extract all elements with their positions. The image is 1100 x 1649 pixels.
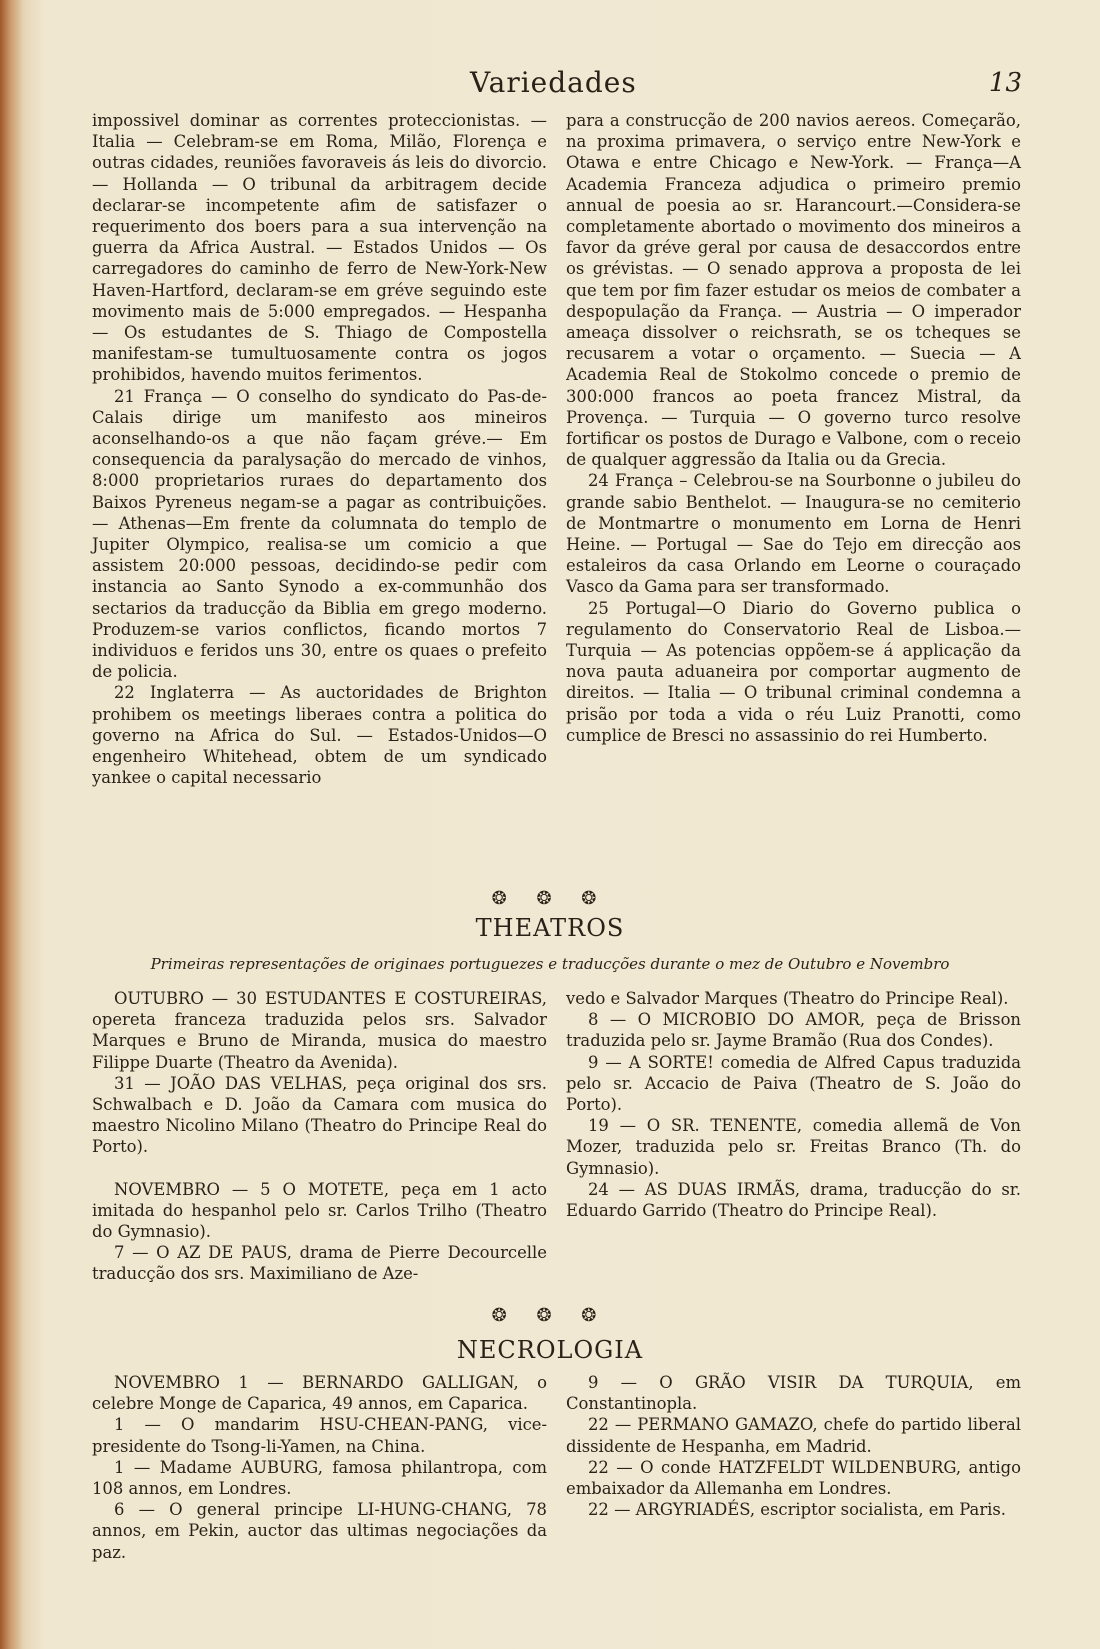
- theatros-entry: 31 — JOÃO DAS VELHAS, peça original dos srs. Schwalbach e D. João da Camara com musica do maestro Nicolino Milano (Theatro do Principe Real do Porto).: [92, 1073, 547, 1157]
- necrologia-title: NECROLOGIA: [456, 1336, 644, 1364]
- section-ornament: ❂ ❂ ❂: [491, 888, 609, 909]
- news-column-right: [566, 110, 1021, 746]
- news-paragraph: impossivel dominar as correntes proteccionistas. — Italia — Celebram-se em Roma, Milão, Florença e outras cidades, reuniões favoraveis ás leis do divorcio. — Hollanda — O tribunal da arbitragem decide declarar-se incompetente afim de satisfazer o requerimento dos boers para a sua intervenção na guerra da Africa Austral. — Estados Unidos — Os carregadores do caminho de ferro de New-York-New Haven-Hartford, declaram-se em gréve seguindo este movimento mais de 5:000 empregados. — Hespanha — Os estudantes de S. Thiago de Compostella manifestam-se tumultuosamente contra os jogos prohibidos, havendo muitos ferimentos.: [92, 111, 547, 385]
- theatros-entry: NOVEMBRO — 5 O MOTETE, peça em 1 acto imitada do hespanhol pelo sr. Carlos Trilho (Theatro do Gymnasio).: [92, 1179, 547, 1242]
- news-paragraph: 22 Inglaterra — As auctoridades de Brighton prohibem os meetings liberaes contra a politica do governo na Africa do Sul. — Estados-Unidos—O engenheiro Whitehead, obtem de um syndicado yankee o capital necessario: [92, 683, 547, 788]
- necrologia-column-left: [92, 1372, 547, 1563]
- page-number: 13: [988, 68, 1022, 98]
- running-title: Variedades: [470, 66, 637, 99]
- news-paragraph: 24 França – Celebrou-se na Sourbonne o jubileu do grande sabio Benthelot. — Inaugura-se no cemiterio de Montmartre o monumento em Lorna de Henri Heine. — Portugal — Sae do Tejo em direcção aos estaleiros da casa Orlando em Leorne o couraçado Vasco da Gama para ser transformado.: [566, 471, 1021, 597]
- necrologia-entry: 6 — O general principe LI-HUNG-CHANG, 78 annos, em Pekin, auctor das ultimas negociações da paz.: [92, 1500, 547, 1562]
- running-head: [0, 66, 1100, 100]
- necrologia-entry: 1 — O mandarim HSU-CHEAN-PANG, vice-presidente do Tsong-li-Yamen, na China.: [92, 1415, 547, 1456]
- necrologia-entry: 22 — ARGYRIADÉS, escriptor socialista, em Paris.: [588, 1500, 1007, 1520]
- theatros-entry: 9 — A SORTE! comedia de Alfred Capus traduzida pelo sr. Accacio de Paiva (Theatro de S. João do Porto).: [566, 1052, 1021, 1115]
- necrologia-entry: 9 — O GRÃO VISIR DA TURQUIA, em Constantinopla.: [566, 1373, 1021, 1414]
- theatros-entry: 7 — O AZ DE PAUS, drama de Pierre Decourcelle traducção dos srs. Maximiliano de Aze-: [92, 1243, 547, 1284]
- theatros-entry: 19 — O SR. TENENTE, comedia allemã de Von Mozer, traduzida pelo sr. Freitas Branco (Th. do Gymnasio).: [566, 1116, 1021, 1178]
- theatros-entry: 8 — O MICROBIO DO AMOR, peça de Brisson traduzida pelo sr. Jayme Bramão (Rua dos Condes).: [566, 1010, 1021, 1051]
- news-paragraph: para a construcção de 200 navios aereos. Começarão, na proxima primavera, o serviço entre New-York e Otawa e entre Chicago e New-York. — França—A Academia Franceza adjudica o primeiro premio annual de poesia ao sr. Harancourt.—Considera-se completamente abortado o movimento dos mineiros a favor da gréve geral por causa de desaccordos entre os grévistas. — O senado approva a proposta de lei que tem por fim fazer estudar os meios de combater a despopulação da França. — Austria — O imperador ameaça dissolver o reichsrath, se os tcheques se recusarem a votar o orçamento. — Suecia — A Academia Real de Stokolmo concede o premio de 300:000 francos ao poeta francez Mistral, da Provença. — Turquia — O governo turco resolve fortificar os postos de Durago e Valbone, com o receio de qualquer aggressão da Italia ou da Grecia.: [566, 111, 1021, 470]
- news-column-left: [92, 110, 547, 789]
- theatros-entry: 24 — AS DUAS IRMÃS, drama, traducção do sr. Eduardo Garrido (Theatro do Principe Real).: [566, 1179, 1021, 1221]
- news-paragraph: 25 Portugal—O Diario do Governo publica o regulamento do Conservatorio Real de Lisboa.— Turquia — As potencias oppõem-se á applicação da nova pauta aduaneira por comportar augmento de direitos. — Italia — O tribunal criminal condemna a prisão por toda a vida o réu Luiz Pranotti, como cumplice de Bresci no assassinio do rei Humberto.: [566, 598, 1021, 745]
- theatros-entry: vedo e Salvador Marques (Theatro do Principe Real).: [566, 989, 1009, 1008]
- theatros-entry: OUTUBRO — 30 ESTUDANTES E COSTUREIRAS, opereta franceza traduzida pelos srs. Salvador Marques e Bruno de Miranda, musica do maestro Filippe Duarte (Theatro da Avenida).: [92, 989, 547, 1072]
- theatros-title: THEATROS: [475, 914, 625, 942]
- news-paragraph: 21 França — O conselho do syndicato do Pas-de-Calais dirige um manifesto aos mineiros aconselhando-os a que não façam gréve.— Em consequencia da paralysação do mercado de vinhos, 8:000 proprietarios ruraes do departamento dos Baixos Pyreneus negam-se a pagar as contribuições. — Athenas—Em frente da columnata do templo de Jupiter Olympico, realisa-se um comicio a que assistem 20:000 pessoas, decidindo-se pedir com instancia ao Santo Synodo a ex-communhão dos sectarios da traducção da Biblia em grego moderno. Produzem-se varios conflictos, ficando mortos 7 individuos e feridos uns 30, entre os quaes o prefeito de policia.: [92, 386, 547, 682]
- necrologia-entry: NOVEMBRO 1 — BERNARDO GALLIGAN, o celebre Monge de Caparica, 49 annos, em Caparica.: [92, 1373, 547, 1414]
- necrologia-entry: 22 — O conde HATZFELDT WILDENBURG, antigo embaixador da Allemanha em Londres.: [566, 1457, 1021, 1499]
- theatros-column-right: [566, 988, 1021, 1221]
- necrologia-entry: 1 — Madame AUBURG, famosa philantropa, com 108 annos, em Londres.: [92, 1457, 547, 1499]
- necrologia-column-right: [566, 1372, 1021, 1520]
- necrologia-entry: 22 — PERMANO GAMAZO, chefe do partido liberal dissidente de Hespanha, em Madrid.: [566, 1415, 1021, 1456]
- theatros-column-left: [92, 988, 547, 1285]
- theatros-subtitle: Primeiras representações de originaes portuguezes e traducções durante o mez de Outubro e Novembro: [150, 955, 950, 973]
- section-ornament: ❂ ❂ ❂: [491, 1305, 609, 1326]
